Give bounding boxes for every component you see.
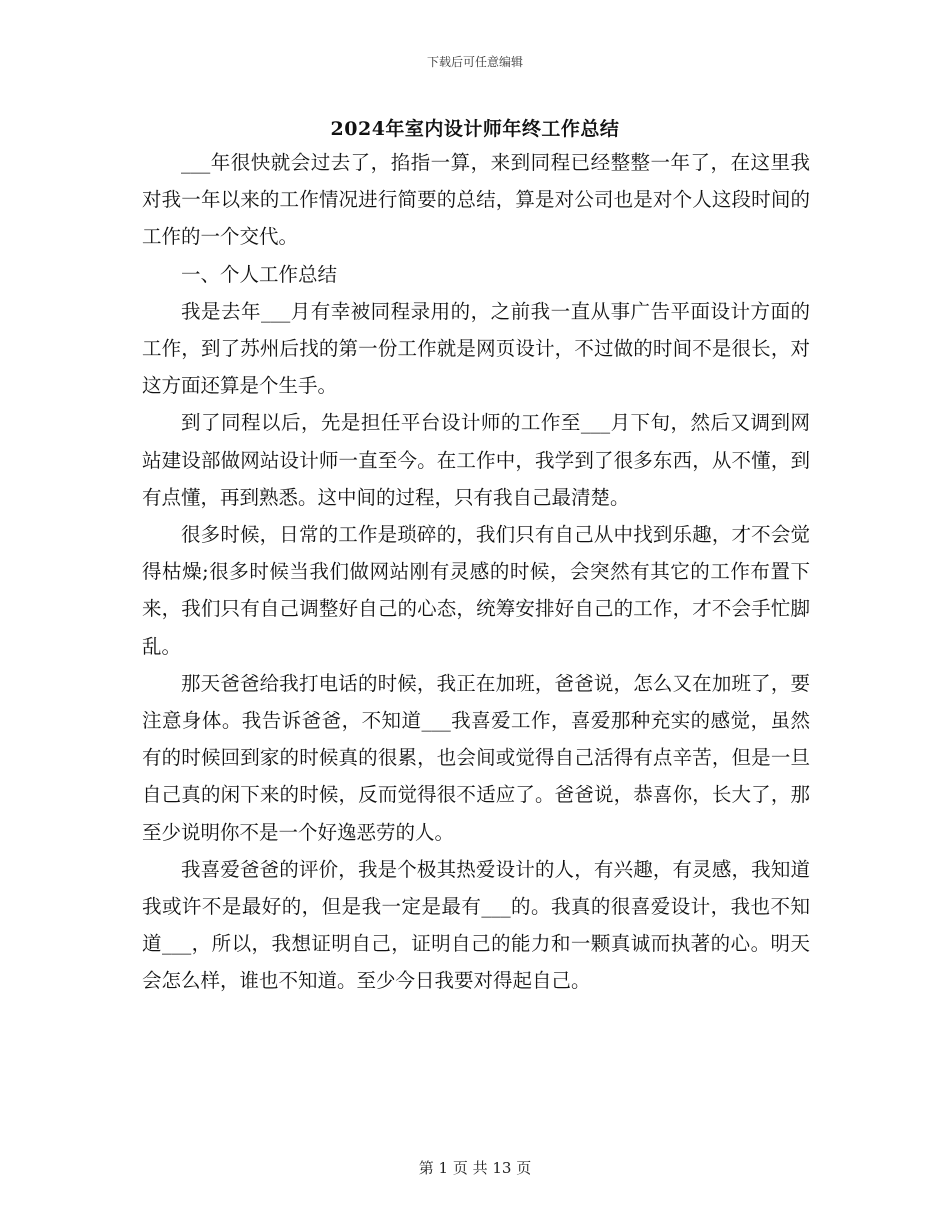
header-note: 下载后可任意编辑 [426,55,523,69]
document-title: 2024年室内设计师年终工作总结 [330,118,620,140]
document-body [142,144,810,1000]
paragraph: 那天爸爸给我打电话的时候，我正在加班，爸爸说，怎么又在加班了，要注意身体。我告诉爸爸，不知道___我喜爱工作，喜爱那种充实的感觉，虽然有的时候回到家的时候真的很累，也会间或觉得自己活得有点辛苦，但是一旦自己真的闲下来的时候，反而觉得很不适应了。爸爸说，恭喜你，长大了，那至少说明你不是一个好逸恶劳的人。 [142,671,810,844]
page-number-footer: 第 1 页 共 13 页 [418,1159,532,1177]
paragraph: 我喜爱爸爸的评价，我是个极其热爱设计的人，有兴趣，有灵感，我知道我或许不是最好的，但是我一定是最有___的。我真的很喜爱设计，我也不知道___，所以，我想证明自己，证明自己的能力和一颗真诚而执著的心。明天会怎么样，谁也不知道。至少今日我要对得起自己。 [142,857,810,993]
paragraph: 到了同程以后，先是担任平台设计师的工作至___月下旬，然后又调到网站建设部做网站设计师一直至今。在工作中，我学到了很多东西，从不懂，到有点懂，再到熟悉。这中间的过程，只有我自己最清楚。 [142,411,810,509]
paragraph: 我是去年___月有幸被同程录用的，之前我一直从事广告平面设计方面的工作，到了苏州后找的第一份工作就是网页设计，不过做的时间不是很长，对这方面还算是个生手。 [142,299,810,398]
paragraph: 很多时候，日常的工作是琐碎的，我们只有自己从中找到乐趣，才不会觉得枯燥;很多时候当我们做网站刚有灵感的时候，会突然有其它的工作布置下来，我们只有自己调整好自己的心态，统筹安排好自己的工作，才不会手忙脚乱。 [142,523,810,658]
section-heading: 一、个人工作总结 [181,262,338,286]
paragraph-intro: ___年很快就会过去了，掐指一算，来到同程已经整整一年了，在这里我对我一年以来的工作情况进行简要的总结，算是对公司也是对个人这段时间的工作的一个交代。 [142,151,810,249]
